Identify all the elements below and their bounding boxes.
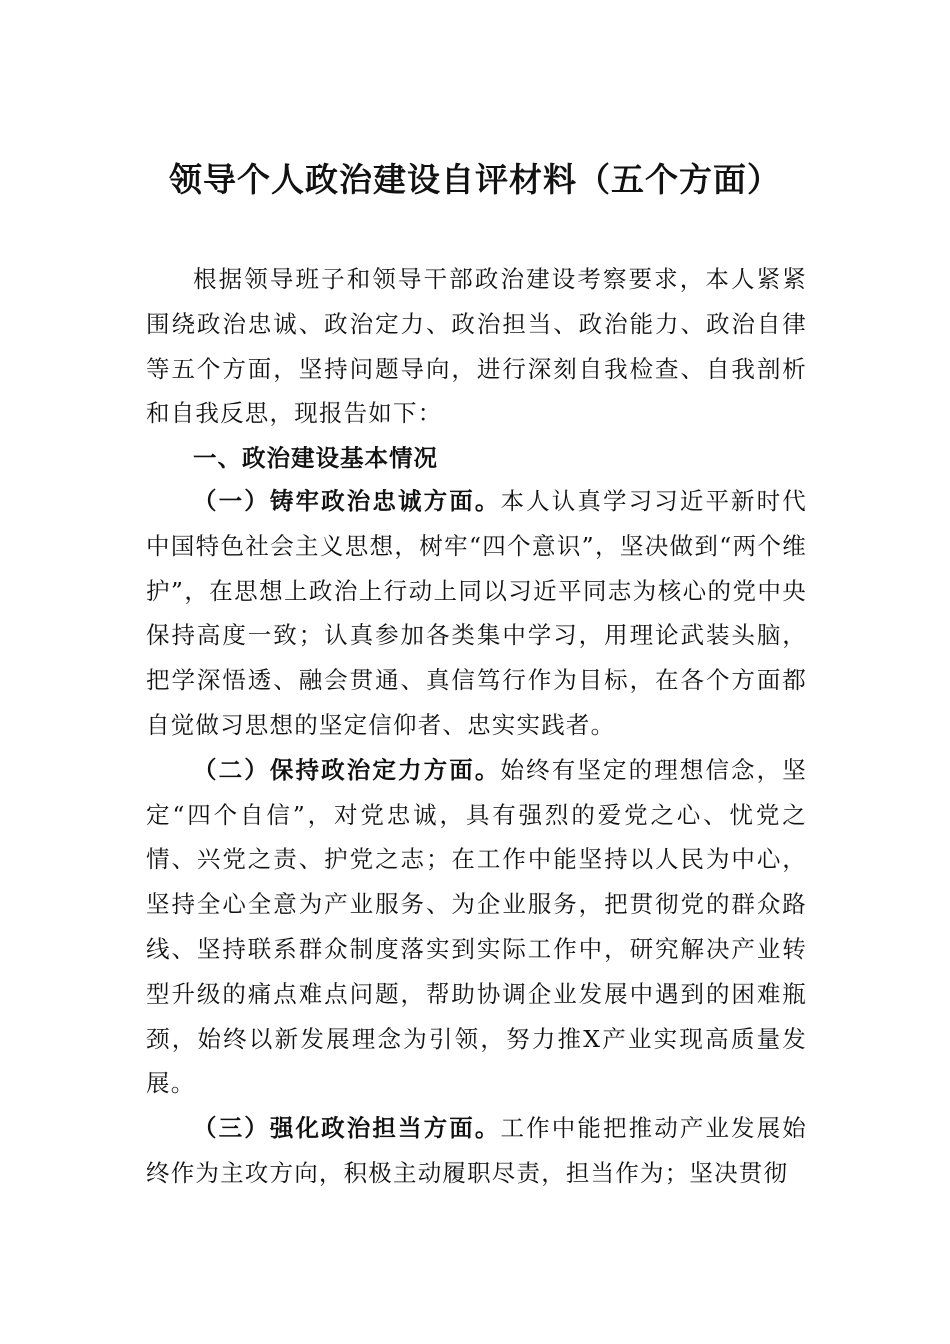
paragraph-lead: （三）强化政治担当方面。: [193, 1114, 501, 1143]
document-title: 领导个人政治建设自评材料（五个方面）: [169, 160, 781, 199]
intro-paragraph: 根据领导班子和领导干部政治建设考察要求，本人紧紧围绕政治忠诚、政治定力、政治担当、政治能力、政治自律等五个方面，坚持问题导向，进行深刻自我检查、自我剖析和自我反思，现报告如下：: [146, 265, 807, 428]
paragraph-lead: （一）铸牢政治忠诚方面。: [193, 486, 501, 515]
paragraph-text: 始终有坚定的理想信念，坚定“四个自信”，对党忠诚，具有强烈的爱党之心、忧党之情、兴党之责、护党之志；在工作中能坚持以人民为中心，坚持全心全意为产业服务、为企业服务，把贯彻党的群众路线、坚持联系群众制度落实到实际工作中，研究解决产业转型升级的痛点难点问题，帮助协调企业发展中遇到的困难瓶颈，始终以新发展理念为引领，努力推X产业实现高质量发展。: [146, 755, 808, 1098]
section-heading: 一、政治建设基本情况: [193, 444, 438, 473]
paragraph-lead: （二）保持政治定力方面。: [193, 755, 501, 784]
paragraph-item-1: [146, 479, 807, 748]
document-body: [146, 257, 807, 1196]
paragraph-text: 本人认真学习习近平新时代中国特色社会主义思想，树牢“四个意识”，坚决做到“两个维护”，在思想上政治上行动上同以习近平同志为核心的党中央保持高度一致；认真参加各类集中学习，用理论武装头脑，把学深悟透、融会贯通、真信笃行作为目标，在各个方面都自觉做习思想的坚定信仰者、忠实实践者。: [146, 486, 808, 739]
paragraph-text: 工作中能把推动产业发展始终作为主攻方向，积极主动履职尽责，担当作为；坚决贯彻: [146, 1114, 808, 1187]
paragraph-item-3: [146, 1106, 807, 1196]
paragraph-item-2: [146, 748, 807, 1106]
